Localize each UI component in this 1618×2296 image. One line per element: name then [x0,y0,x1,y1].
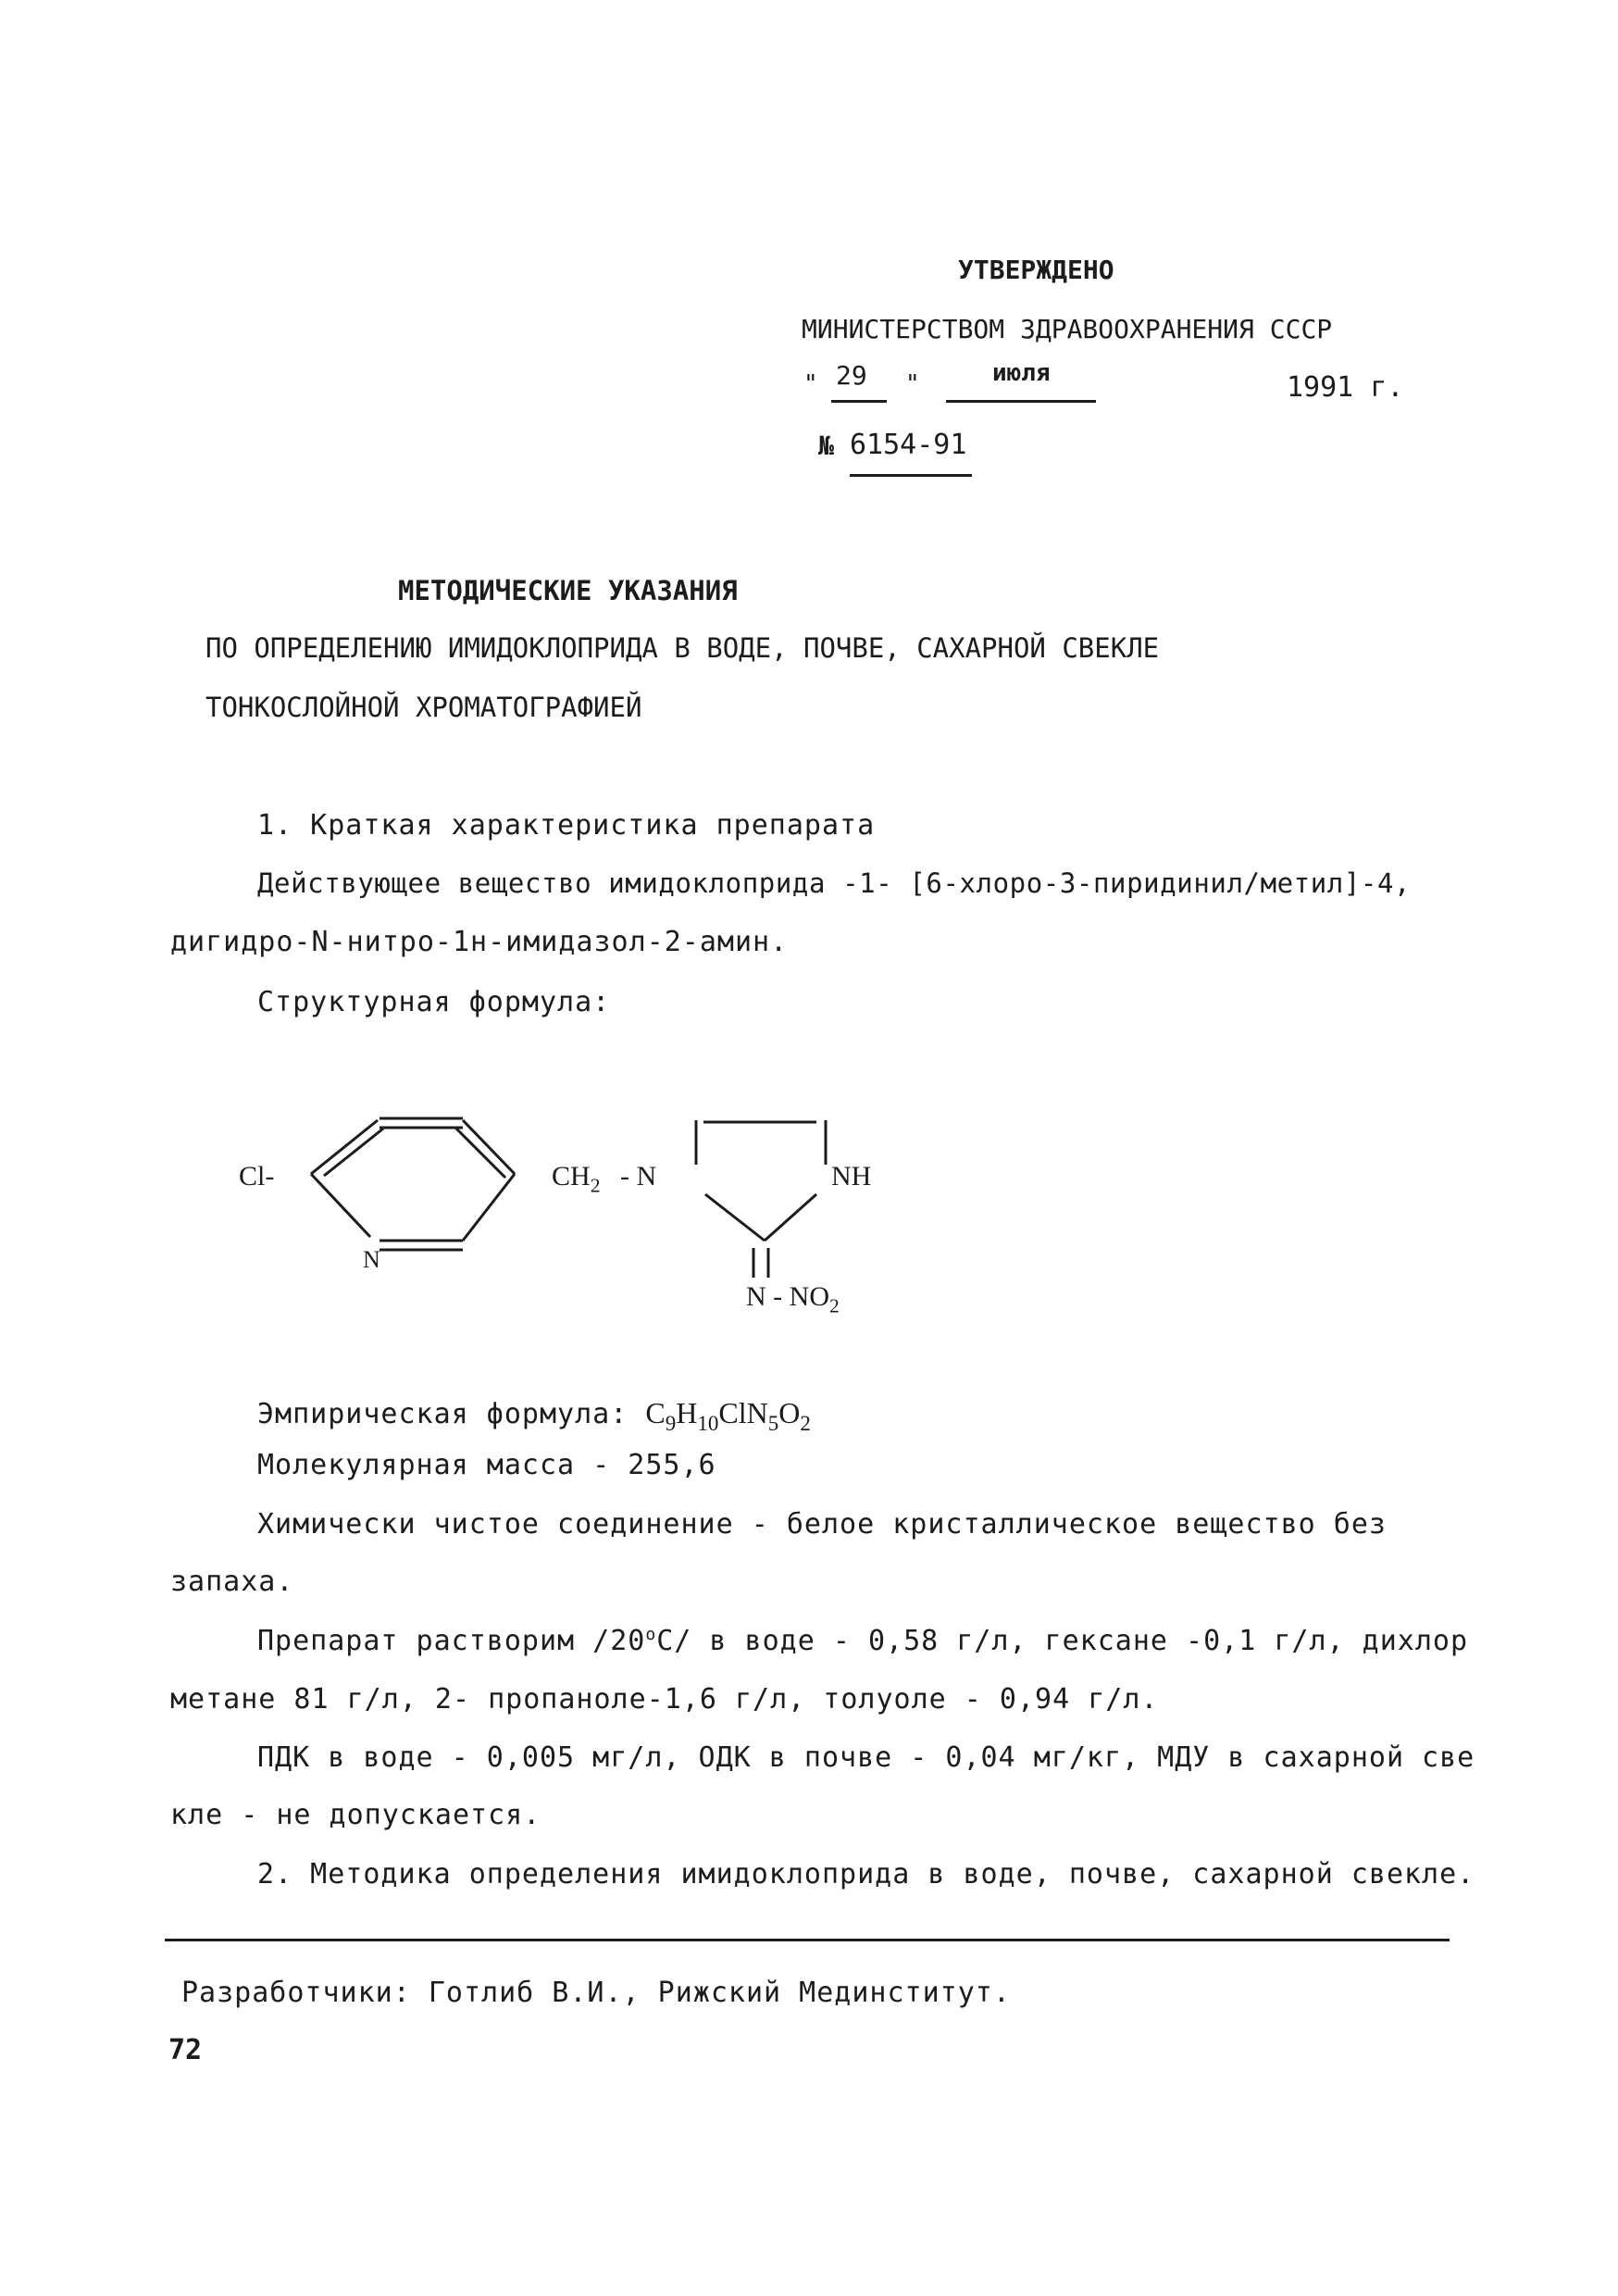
section-2-title: 2. Методика определения имидоклоприда в воде, почве, сахарной свекле. [257,1858,1475,1890]
approval-year: 1991 г. [1287,371,1404,404]
developers-note: Разработчики: Готлиб В.И., Рижский Мединститут. [181,1977,1011,2009]
number-underline [850,474,972,477]
empirical-formula-label: Эмпирическая формула: [257,1398,629,1430]
approval-title: УТВЕРЖДЕНО [958,255,1114,285]
empirical-formula-line [257,1396,811,1436]
heading-line-1: МЕТОДИЧЕСКИЕ УКАЗАНИЯ [398,575,738,606]
chloro-label: Cl- [239,1161,275,1192]
limits-line-1: ПДК в воде - 0,005 мг/л, ОДК в почве - 0,04 мг/кг, МДУ в сахарной све [257,1741,1475,1774]
formula-subscript: 5 [767,1411,779,1436]
section-1-title: 1. Краткая характеристика препарата [257,809,876,842]
footnote-separator [165,1939,1450,1941]
approval-month: июля [992,359,1051,387]
number-prefix: № [818,430,834,461]
solubility-line-2: метане 81 г/л, 2- пропаноле-1,6 г/л, толуоле - 0,94 г/л. [170,1683,1159,1716]
methylene-ch: CH [552,1161,591,1192]
amine-n-label: - N [620,1161,657,1192]
heading-line-3: ТОНКОСЛОЙНОЙ ХРОМАТОГРАФИЕЙ [205,692,642,723]
empirical-formula-value [645,1396,811,1436]
formula-element: C [645,1396,666,1429]
approval-authority: МИНИСТЕРСТВОМ ЗДРАВООХРАНЕНИЯ СССР [802,314,1333,344]
degree-sign: о [645,1625,657,1645]
solubility-text-a: Препарат растворим /20 [257,1625,646,1657]
formula-subscript: 9 [665,1411,677,1436]
quote-close: " [905,370,920,398]
purity-line-1: Химически чистое соединение - белое кристаллическое вещество без [257,1508,1387,1541]
day-underline [831,400,887,403]
formula-subscript: 10 [697,1411,719,1436]
limits-line-2: кле - не допускается. [170,1799,541,1831]
formula-element: O [778,1396,801,1429]
approval-day: 29 [836,360,867,391]
purity-line-2: запаха. [170,1566,294,1598]
active-substance-line-2: дигидро-N-нитро-1н-имидазол-2-амин. [170,926,789,958]
approval-number: 6154-91 [850,429,967,461]
formula-subscript: 2 [800,1411,811,1436]
month-underline [946,400,1096,403]
nitro-subscript: 2 [829,1294,840,1317]
quote-open: " [803,370,818,398]
formula-element: H [676,1396,698,1429]
heading-line-2: ПО ОПРЕДЕЛЕНИЮ ИМИДОКЛОПРИДА В ВОДЕ, ПОЧВЕ, САХАРНОЙ СВЕКЛЕ [205,632,1160,664]
methylene-label [552,1161,601,1197]
active-substance-line-1: Действующее вещество имидоклоприда -1- [6-хлоро-3-пиридинил/метил]-4, [257,867,1412,899]
structural-formula-label: Структурная формула: [257,986,611,1018]
formula-element: ClN [718,1396,768,1429]
methylene-subscript: 2 [590,1174,601,1197]
nitro-group-label [746,1281,840,1317]
nh-label: NH [831,1161,872,1192]
solubility-line-1 [257,1625,1469,1657]
pyridine-n-label: N [363,1246,380,1273]
page-number: 72 [168,2034,203,2066]
nitro-text: N - NO [746,1281,829,1312]
molecular-mass: Молекулярная масса - 255,6 [257,1449,716,1481]
solubility-text-b: С/ в воде - 0,58 г/л, гексане -0,1 г/л, дихлор [656,1625,1469,1657]
